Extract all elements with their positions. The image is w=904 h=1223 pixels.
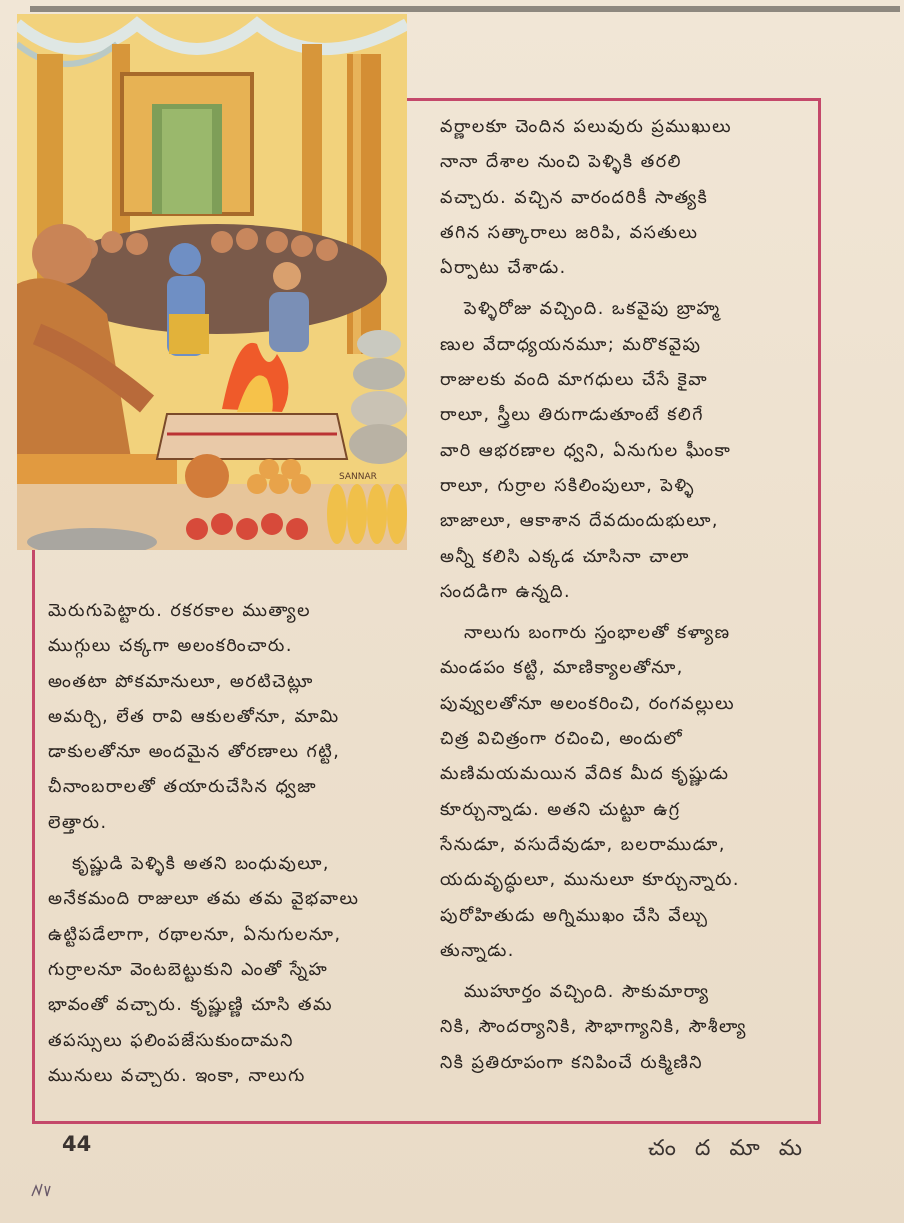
text-line: నానా దేశాల నుంచి పెళ్ళికి తరలి [440, 152, 682, 173]
text-line: రాలూ, స్త్రీలు తిరుగాడుతూంటే కలిగే [440, 405, 704, 426]
text-line: మెరుగుపెట్టారు. రకరకాల ముత్యాల [48, 601, 311, 621]
scan-edge-strip [30, 6, 900, 12]
wedding-ceremony-illustration [17, 14, 407, 550]
text-line: యదువృద్ధులూ, మునులూ కూర్చున్నారు. [440, 870, 740, 891]
text-line: ముహూర్తం వచ్చింది. సౌకుమార్యా [464, 982, 710, 1003]
text-line: భావంతో వచ్చారు. కృష్ణుణ్ణి చూసి తమ [48, 995, 334, 1016]
text-line: వారి ఆభరణాల ధ్వని, ఏనుగుల ఘీంకా [440, 440, 732, 461]
text-line: చిత్ర విచిత్రంగా రచించి, అందులో [440, 729, 684, 750]
text-line: కూర్చున్నాడు. అతని చుట్టూ ఉగ్ర [440, 799, 681, 820]
text-line: ఉట్టిపడేలాగా, రథాలనూ, ఏనుగులనూ, [48, 924, 342, 945]
illustration-drawing [17, 14, 407, 550]
text-line: మునులు వచ్చారు. ఇంకా, నాలుగు [48, 1065, 306, 1086]
text-line: అమర్చి, లేత రావి ఆకులతోనూ, మామి [48, 706, 340, 727]
text-line: ముగ్గులు చక్కగా అలంకరించారు. [48, 636, 293, 657]
text-line: డాకులతోనూ అందమైన తోరణాలు గట్టి, [48, 742, 341, 763]
text-line: గుర్రాలనూ వెంటబెట్టుకుని ఎంతో స్నేహ [48, 959, 329, 980]
text-line: సేనుడూ, వసుదేవుడూ, బలరాముడూ, [440, 834, 726, 855]
text-line: తపస్సులు ఫలింపజేసుకుందామని [48, 1030, 294, 1051]
text-line: నాలుగు బంగారు స్తంభాలతో కళ్యాణ [464, 623, 731, 644]
text-line: పువ్వులతోనూ అలంకరించి, రంగవల్లులు [440, 693, 736, 714]
text-line: అనేకమంది రాజులూ తమ తమ వైభవాలు [48, 889, 360, 910]
page-number: 44 [62, 1132, 92, 1156]
text-line: రాలూ, గుర్రాల సకిలింపులూ, పెళ్ళి [440, 475, 696, 496]
text-line: అంతటా పోకమానులూ, అరటిచెట్లూ [48, 671, 314, 692]
text-line: తున్నాడు. [440, 940, 515, 961]
magazine-name: చం ద మా మ [648, 1136, 808, 1161]
text-line: పెళ్ళిరోజు వచ్చింది. ఒకవైపు బ్రాహ్మ [464, 299, 721, 320]
text-line: ఏర్పాటు చేశాడు. [440, 258, 567, 279]
text-line: అన్నీ కలిసి ఎక్కడ చూసినా చాలా [440, 546, 690, 567]
text-line: మండపం కట్టి, మాణిక్యాలతోనూ, [440, 658, 684, 679]
text-line: ణుల వేదాధ్యయనమూ; మరొకవైపు [440, 334, 702, 355]
text-line: కృష్ణుడి పెళ్ళికి అతని బంధువులూ, [72, 854, 330, 875]
text-line: నికి ప్రతిరూపంగా కనిపించే రుక్మిణిని [440, 1052, 704, 1073]
right-text-column [440, 110, 812, 1081]
text-line: రాజులకు వంది మాగధులు చేసే కైవా [440, 370, 709, 391]
text-line: బాజాలూ, ఆకాశాన దేవదుందుభులూ, [440, 511, 719, 532]
artist-signature: SANNAR [339, 472, 377, 482]
text-line: నికి, సౌందర్యానికి, సౌభాగ్యానికి, సౌశీల్యా [440, 1017, 747, 1038]
text-line: వర్ణాలకూ చెందిన పలువురు ప్రముఖులు [440, 117, 733, 137]
text-line: చీనాంబరాలతో తయారుచేసిన ధ్వజా [48, 777, 317, 798]
text-line: లెత్తారు. [48, 812, 108, 833]
pencil-mark-icon [30, 1180, 56, 1200]
text-line: సందడిగా ఉన్నది. [440, 581, 572, 602]
text-line: పురోహితుడు అగ్నిముఖం చేసి వేల్చు [440, 905, 709, 926]
left-text-column [48, 594, 418, 1094]
text-line: వచ్చారు. వచ్చిన వారందరికీ సాత్యకి [440, 187, 709, 208]
text-line: మణిమయమయిన వేదిక మీద కృష్ణుడు [440, 764, 730, 785]
text-line: తగిన సత్కారాలు జరిపి, వసతులు [440, 222, 699, 243]
